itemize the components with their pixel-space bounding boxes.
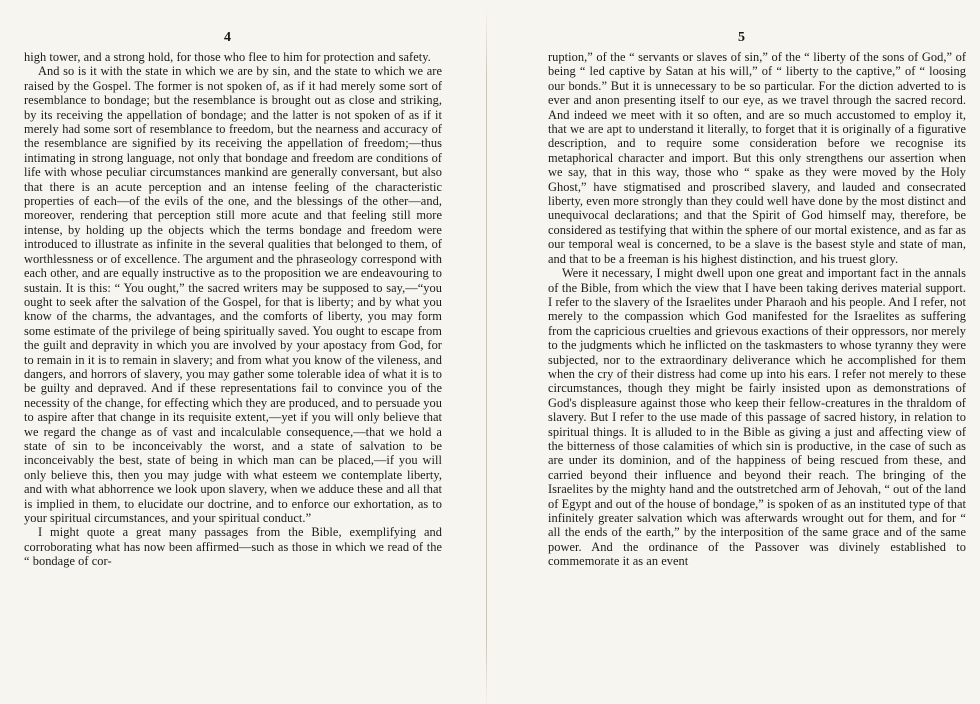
right-paragraph-2: Were it necessary, I might dwell upon one great and important fact in the annals of the Bible, from which the view that I have been taking derives material support. I refer to the slavery of the Israelites under Pharaoh and his people. And I refer, not merely to the compassion which God manifested for the Israelites as suffering from the capricious cruelties and grievous exactions of their oppressors, nor merely to the judgments which he inflicted on the taskmasters to whose tyranny they were subjected, nor to the extraordinary deliverance which he accomplished for them when the cry of their distress had come up into his ears. I refer not merely to these circumstances, though they might be fairly insisted upon as demonstrations of God's displeasure against those who keep their fellow-creatures in the thraldom of slavery. But I refer to the use made of this passage of sacred history, in relation to spiritual things. It is alluded to in the Bible as giving a just and affecting view of the bitterness of those calamities of which sin is productive, in the case of such as are under its dominion, and of the happiness of being rescued from these, and carried beyond their influence and beyond their reach. The bringing of the Israelites by the mighty hand and the outstretched arm of Jehovah, “ out of the land of Egypt and out of the house of bondage,” is spoken of as an instituted type of that infinitely greater salvation which was afterwards wrought out for them, and for “ all the ends of the earth,” by the interposition of the same grace and of the same power. And the ordinance of the Passover was divinely established to commemorate it as an event (548, 266, 966, 569)
left-paragraph-1: high tower, and a strong hold, for those who flee to him for protection and safety. (24, 50, 431, 64)
left-page-text (24, 50, 442, 569)
right-page-text (548, 50, 966, 569)
left-page (0, 0, 480, 704)
page-number-right: 5 (738, 30, 745, 45)
right-page (500, 0, 980, 704)
left-paragraph-2: And so is it with the state in which we are by sin, and the state to which we are raised by the Gospel. The former is not spoken of, as if it had merely some sort of resemblance to bondage; but the resemblance is brought out as close and striking, by its receiving the appellation of bondage; and the latter is not spoken of as if it merely had some sort of resemblance to freedom, but the nearness and accuracy of the resemblance are signified by its receiving the appellation of freedom;—thus intimating in strong language, not only that bondage and freedom are conditions of life with whose peculiar circumstances mankind are generally conversant, but also that there is an acute perception and an intense feeling of the characteristic properties of each—of the evils of the one, and the blessings of the other—and, moreover, rendering that perception still more acute and that feeling still more intense, by holding up the objects which the terms bondage and freedom were introduced to illustrate as infinite in the several qualities that belonged to them, of worthlessness or of excellence. The argument and the phraseology correspond with each other, and are equally instructive as to the proposition we are endeavouring to sustain. It is this: “ You ought,” the sacred writers may be supposed to say,—“you ought to seek after the salvation of the Gospel, for that is liberty; and by what you know of the charms, the advantages, and the comforts of liberty, you may form some estimate of the privilege of being spiritually saved. You ought to escape from the guilt and depravity in which you are involved by your apostacy from God, for to remain in it is to remain in slavery; and from what you know of the vileness, and dangers, and horrors of slavery, you may gather some tolerable idea of what it is to be guilty and depraved. And if these representations fail to convince you of the necessity of the change, for effecting which they are produced, and to persuade you to aspire after that change in its requisite extent,—yet if you will only believe that we regard the change as of vast and incalculable consequence,—that we hold a state of sin to be inconceivably the worst, and a state of salvation to be inconceivably the best, state of being in which man can be placed,—if you will only believe this, then you may judge with what esteem we contemplate liberty, and with what abhorrence we look upon slavery, when we adduce these and all that is implied in them, to elucidate our doctrine, and to enforce our exhortation, as to your spiritual circumstances, and your spiritual conduct.” (24, 64, 442, 525)
page-number-left: 4 (224, 30, 231, 45)
right-paragraph-1: ruption,” of the “ servants or slaves of sin,” of the “ liberty of the sons of God,” of being “ led captive by Satan at his will,” of “ liberty to the captive,” of “ loosing our bonds.” But it is unnecessary to be so particular. For the diction adverted to is ever and anon presenting itself to our eye, as we travel through the sacred record. And indeed we meet with it so often, and are so much accustomed to employ it, that we are apt to understand it literally, to forget that it is originally of a figurative description, and to require some consideration before we recognise its metaphorical character and import. But this only strengthens our assertion when we say, that in this way, those who “ spake as they were moved by the Holy Ghost,” have stigmatised and proscribed slavery, and lauded and consecrated liberty, even more strongly than they could well have done by the most distinct and unequivocal declarations; and that the Spirit of God himself may, therefore, be considered as testifying that within the sphere of our mortal existence, and as far as our temporal weal is concerned, to be a slave is the basest style and state of man, and that to be a freeman is his highest distinction, and his truest glory. (548, 50, 966, 266)
left-paragraph-3: I might quote a great many passages from the Bible, exemplifying and corroborating what has now been affirmed—such as those in which we read of the “ bondage of cor- (24, 525, 442, 569)
book-gutter (486, 8, 487, 704)
